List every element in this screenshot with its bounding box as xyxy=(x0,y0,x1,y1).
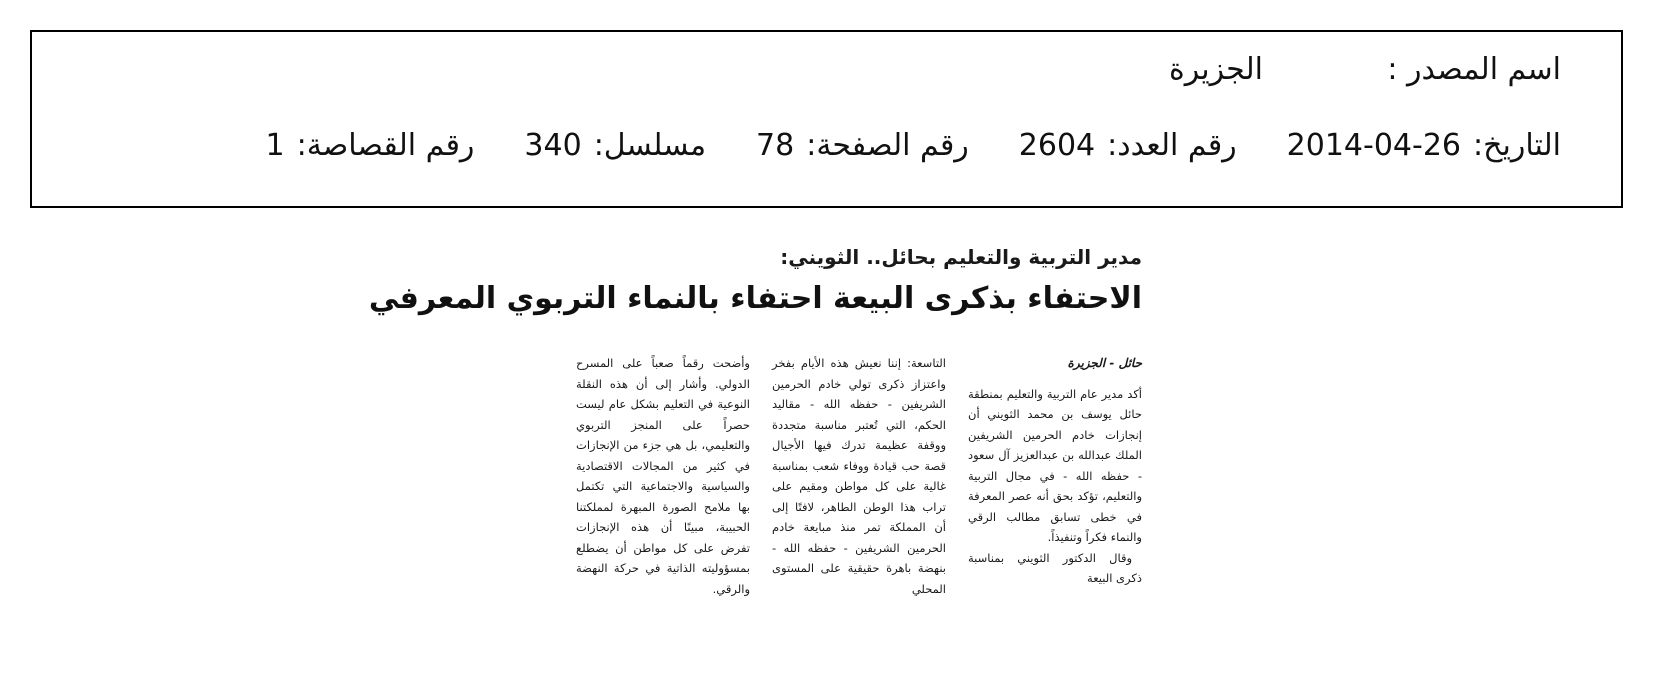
serial-label: مسلسل: xyxy=(593,128,707,163)
article-dateline: حائل - الجزيرة xyxy=(1067,356,1142,370)
issue-label: رقم العدد: xyxy=(1107,128,1237,163)
issue-field xyxy=(1019,128,1237,163)
page-field xyxy=(756,128,969,163)
article-paragraph: أكد مدير عام التربية والتعليم بمنطقة حائل يوسف بن محمد الثويني أن إنجازات خادم الحرمين الشريفين الملك عبدالله بن عبدالعزيز آل سعود - حفظه الله - في مجال التربية والتعليم، تؤكد بحق أنه عصر المعرفة في خطى تسابق مطالب الرقي والنماء فكراً وتنفيذاً. xyxy=(968,386,1142,544)
article-kicker: مدير التربية والتعليم بحائل.. الثويني: xyxy=(780,245,1142,269)
article-paragraph: وقال الدكتور الثويني بمناسبة ذكرى البيعة xyxy=(968,550,1142,585)
article-headline: الاحتفاء بذكرى البيعة احتفاء بالنماء التربوي المعرفي xyxy=(368,281,1142,316)
article-column-1 xyxy=(968,353,1142,599)
article-column-2 xyxy=(772,353,946,599)
article-columns xyxy=(576,353,1142,599)
source-metadata-box xyxy=(30,30,1623,208)
source-label: اسم المصدر : xyxy=(1387,52,1561,87)
source-value: الجزيرة xyxy=(1168,52,1263,87)
source-row xyxy=(1169,52,1561,87)
clip-value: 1 xyxy=(265,128,285,163)
page-label: رقم الصفحة: xyxy=(806,128,969,163)
newspaper-clipping xyxy=(368,245,1142,665)
article-column-3 xyxy=(576,353,750,599)
date-value: 2014-04-26 xyxy=(1286,128,1462,163)
article-paragraph: وأضحت رقماً صعباً على المسرح الدولي. وأشار إلى أن هذه النقلة النوعية في التعليم بشكل عام ليست حصراً على المنجز التربوي والتعليمي، بل هي جزء من الإنجازات في كثير من المجالات الاقتصادية والسياسية والاجتماعية التي تكتمل بها ملامح الصورة المبهرة لمملكتنا الحبيبة، مبينًا أن هذه الإنجازات تفرض على كل مواطن أن يضطلع بمسؤوليته الذاتية في حركة النهضة والرقي. xyxy=(576,356,750,596)
clip-field xyxy=(266,128,475,163)
date-field xyxy=(1287,128,1561,163)
serial-value: 340 xyxy=(524,128,582,163)
issue-value: 2604 xyxy=(1018,128,1096,163)
date-label: التاريخ: xyxy=(1473,128,1561,163)
page-value: 78 xyxy=(756,128,795,163)
serial-field xyxy=(524,128,706,163)
article-paragraph: التاسعة: إننا نعيش هذه الأيام بفخر واعتزاز ذكرى تولي خادم الحرمين الشريفين - حفظه الله - مقاليد الحكم، التي تُعتبر مناسبة متجددة ووقفة عظيمة تدرك فيها الأجيال قصة حب قيادة ووفاء شعب بمناسبة غالية على كل مواطن ومقيم على تراب هذا الوطن الطاهر، لافتًا إلى أن المملكة تمر منذ مبايعة خادم الحرمين الشريفين - حفظه الله - بنهضة باهرة حقيقية على المستوى المحلي xyxy=(772,356,946,596)
publication-details-row xyxy=(266,128,1561,163)
clip-label: رقم القصاصة: xyxy=(296,128,475,163)
